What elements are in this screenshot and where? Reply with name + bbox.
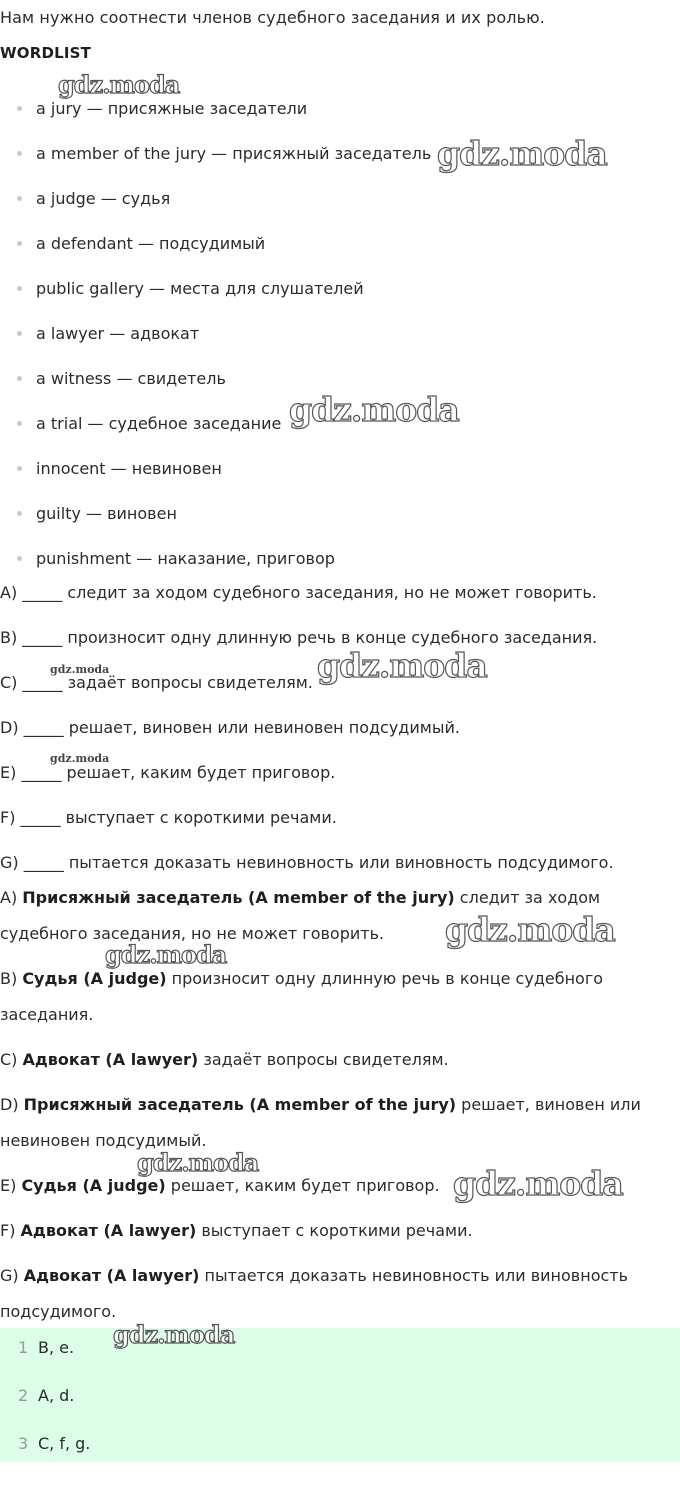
list-item	[0, 221, 431, 266]
answer-prefix: F)	[0, 1221, 21, 1240]
bullet-icon	[17, 466, 22, 471]
list-item-text: a member of the jury — присяжный заседатель	[36, 144, 432, 163]
bullet-icon	[17, 511, 22, 516]
answer-text: решает, каким будет приговор.	[165, 1176, 440, 1195]
answer-role: Адвокат (A lawyer)	[23, 1266, 200, 1285]
answer-g	[0, 1258, 670, 1330]
watermark-logo: gdz.moda	[50, 663, 110, 676]
answer-prefix: E)	[0, 1176, 22, 1195]
bullet-icon	[17, 556, 22, 561]
answer-text: пытается доказать невиновность или виновность подсудимого.	[0, 1266, 629, 1321]
list-item	[0, 86, 431, 131]
list-item-text: public gallery — места для слушателей	[36, 279, 364, 298]
answer-role: Присяжный заседатель (A member of the jury)	[23, 1095, 457, 1114]
answer-role: Адвокат (A lawyer)	[22, 1050, 199, 1069]
list-item	[0, 131, 431, 176]
bullet-icon	[17, 196, 22, 201]
list-item	[0, 311, 431, 356]
result-item-3	[18, 1432, 90, 1456]
watermark-logo: gdz.moda	[113, 1320, 235, 1349]
bullet-icon	[17, 331, 22, 336]
watermark-logo: gdz.moda	[289, 390, 459, 429]
watermark-logo: gdz.moda	[58, 70, 180, 99]
wordlist-heading: WORDLIST	[0, 44, 92, 62]
bullet-icon	[17, 241, 22, 246]
answer-d	[0, 1087, 670, 1159]
intro-text: Нам нужно соотнести членов судебного заседания и их ролью.	[0, 8, 545, 27]
bullet-icon	[17, 376, 22, 381]
list-item	[0, 356, 431, 401]
question-g: G) _____ пытается доказать невиновность или виновность подсудимого.	[0, 853, 614, 872]
bullet-icon	[17, 421, 22, 426]
answer-role: Адвокат (A lawyer)	[20, 1221, 197, 1240]
list-item-text: a jury — присяжные заседатели	[36, 99, 308, 118]
list-item	[0, 491, 431, 536]
list-item-text: a trial — судебное заседание	[36, 414, 282, 433]
answer-prefix: G)	[0, 1266, 24, 1285]
list-item-text: a witness — свидетель	[36, 369, 226, 388]
result-text: B, e.	[38, 1338, 75, 1357]
watermark-logo: gdz.moda	[317, 646, 487, 685]
answer-text: решает, виновен или невиновен подсудимый.	[0, 1095, 641, 1150]
watermark-logo: gdz.moda	[437, 134, 607, 173]
wordlist	[0, 86, 431, 581]
answer-prefix: B)	[0, 969, 23, 988]
result-text: A, d.	[38, 1386, 75, 1405]
answer-prefix: D)	[0, 1095, 24, 1114]
result-number: 3	[18, 1434, 29, 1453]
watermark-logo: gdz.moda	[137, 1148, 259, 1177]
answer-text: следит за ходом судебного заседания, но не может говорить.	[0, 888, 601, 943]
result-item-2	[18, 1384, 74, 1408]
list-item	[0, 446, 431, 491]
watermark-logo: gdz.moda	[105, 940, 227, 969]
answer-text: задаёт вопросы свидетелям.	[198, 1050, 449, 1069]
bullet-icon	[17, 106, 22, 111]
list-item-text: a lawyer — адвокат	[36, 324, 200, 343]
answer-c	[0, 1042, 670, 1078]
list-item-text: a judge — судья	[36, 189, 171, 208]
answer-b	[0, 961, 670, 1033]
question-a: A) _____ следит за ходом судебного заседания, но не может говорить.	[0, 583, 597, 602]
answer-prefix: A)	[0, 888, 23, 907]
question-c: C) _____ задаёт вопросы свидетелям.	[0, 673, 313, 692]
list-item	[0, 266, 431, 311]
result-number: 1	[18, 1338, 29, 1357]
answer-f	[0, 1213, 670, 1249]
watermark-logo: gdz.moda	[453, 1164, 623, 1203]
list-item	[0, 176, 431, 221]
bullet-icon	[17, 286, 22, 291]
list-item-text: punishment — наказание, приговор	[36, 549, 335, 568]
answer-prefix: C)	[0, 1050, 23, 1069]
question-e: E) _____ решает, каким будет приговор.	[0, 763, 336, 782]
list-item-text: innocent — невиновен	[36, 459, 222, 478]
watermark-logo: gdz.moda	[445, 910, 615, 949]
result-number: 2	[18, 1386, 29, 1405]
question-f: F) _____ выступает с короткими речами.	[0, 808, 337, 827]
questions-block	[0, 570, 614, 885]
answer-text: произносит одну длинную речь в конце судебного заседания.	[0, 969, 604, 1024]
answer-role: Судья (A judge)	[21, 1176, 166, 1195]
list-item-text: guilty — виновен	[36, 504, 177, 523]
answer-role: Присяжный заседатель (A member of the jury)	[22, 888, 455, 907]
result-item-1	[18, 1336, 74, 1360]
question-b: B) _____ произносит одну длинную речь в конце судебного заседания.	[0, 628, 598, 647]
result-text: C, f, g.	[38, 1434, 91, 1453]
list-item-text: a defendant — подсудимый	[36, 234, 266, 253]
result-box	[0, 1328, 680, 1462]
bullet-icon	[17, 151, 22, 156]
list-item	[0, 401, 431, 446]
answers-block	[0, 880, 670, 1339]
answer-e	[0, 1168, 670, 1204]
watermark-logo: gdz.moda	[50, 752, 110, 765]
answer-a	[0, 880, 670, 952]
question-d: D) _____ решает, виновен или невиновен подсудимый.	[0, 718, 460, 737]
answer-role: Судья (A judge)	[22, 969, 167, 988]
answer-text: выступает с короткими речами.	[196, 1221, 473, 1240]
